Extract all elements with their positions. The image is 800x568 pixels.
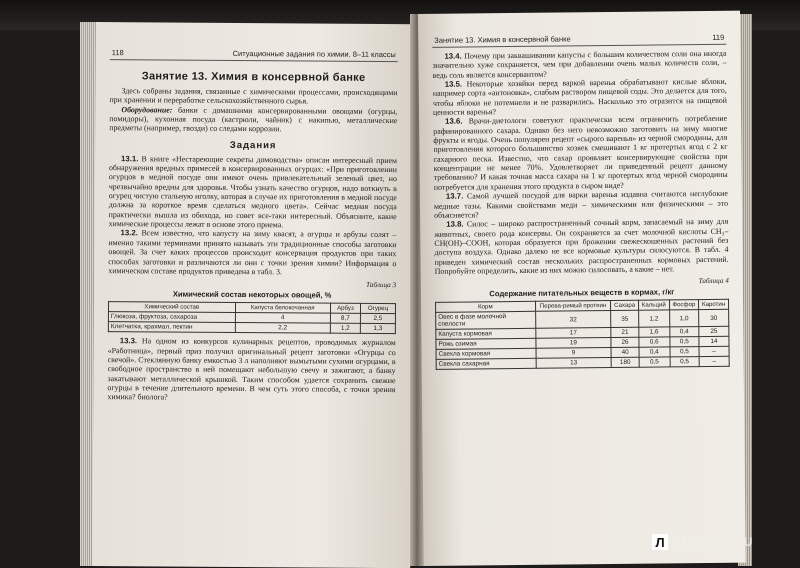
table-cell: 0,4 [639, 347, 670, 357]
table-3-label: Таблица 3 [365, 281, 397, 290]
table-cell: 1,2 [638, 310, 669, 327]
task-13-8 [434, 217, 729, 276]
right-page [418, 11, 746, 566]
task-13-4 [432, 49, 726, 80]
table-cell: 4 [235, 313, 330, 324]
table-header-cell: Арбуз [330, 303, 360, 313]
table-cell: 0,5 [639, 357, 670, 367]
table-header-cell: Фосфор [669, 300, 699, 310]
table-cell: 0,5 [669, 337, 699, 347]
table-cell: 1,3 [360, 324, 395, 334]
table-cell: – [699, 357, 729, 367]
watermark-text: LABIRINT.RU [672, 535, 753, 549]
table-cell: 14 [699, 337, 729, 347]
table-cell: 32 [535, 311, 611, 329]
running-head-text: Занятие 13. Химия в консервной банке [434, 34, 571, 45]
task-text: Силос – широко распространенный сочный корм, запасаемый на зиму для животных, своего рода консервы. Он сохраняется за счет молочной кислоты CH₃–CH(OH)–COOH, которая образуется при брожении свежескошенных растений без доступа воздуха. Однако далеко не все кормовые культуры силосуются. В табл. 4 приведен химический состав нескольких распространенных кормовых растений. Попробуйте определить, какие из них можно силосовать, а какие – нет. [434, 216, 729, 276]
running-head-text: Ситуационные задания по химии. 8–11 классы [232, 48, 396, 60]
labirint-logo-icon: Л [652, 534, 668, 550]
task-text: На одном из конкурсов кулинарных рецептов, проводимых журналом «Работница», первый приз получил оригинальный рецепт заготовки «Огурцы со свечой». Стеклянную банку емкостью 3 л наполняют вымытыми сухими огурцами, в свободное пространство в ней помещают небольшую свечу и зажигают, а банку закатывают металлической крышкой. Таким способом удается сохранить свежие огурцы в течение длительного времени. В чем суть этого способа, с точки зрения химика? биолога? [107, 336, 396, 402]
table-4 [435, 299, 730, 370]
task-number: 13.2. [120, 228, 138, 238]
left-page [92, 22, 414, 568]
table-cell: Рожь озимая [436, 339, 536, 350]
table-cell: 9 [536, 348, 612, 359]
table-cell: – [699, 347, 729, 357]
task-number: 13.7. [445, 191, 464, 201]
table-cell: 0,5 [670, 357, 700, 367]
table-cell: 13 [536, 358, 612, 369]
table-cell: 2,5 [360, 314, 395, 324]
task-number: 13.3. [119, 336, 138, 346]
table-cell: Овес в фазе молочной спелости [436, 312, 536, 330]
table-cell: 0,5 [670, 347, 700, 357]
left-running-head [110, 48, 398, 62]
table-header-cell: Сахара [611, 300, 639, 310]
task-13-5 [433, 77, 727, 117]
table-header-cell: Капуста белокочанная [235, 303, 330, 314]
table-header-cell: Корм [436, 302, 536, 313]
table-cell: 35 [611, 310, 639, 327]
table-cell: 26 [611, 337, 639, 347]
table-4-label: Таблица 4 [698, 277, 729, 286]
lesson-title: Занятие 13. Химия в консервной банке [141, 70, 366, 84]
table-header-cell: Перева-римый протеин [535, 301, 611, 312]
task-13-3 [107, 336, 395, 403]
table-row [436, 357, 729, 370]
table-4-title: Содержание питательных веществ в кормах, г/кг [489, 287, 675, 299]
page-number: 119 [712, 32, 725, 42]
table-cell: 1,2 [330, 323, 360, 333]
table-cell: 30 [699, 310, 729, 327]
page-number: 118 [111, 48, 124, 58]
table-3 [108, 301, 396, 334]
task-text: Некоторые хозяйки перед варкой варенья обрабатывают кислые яблоки, например сорта «антоновка», слабым раствором пищевой соды. Это делается для того, чтобы яблоки не потемнели и не разварились. Насколько это отразится на пищевой ценности варенья? [432, 76, 727, 117]
task-13-6 [433, 114, 728, 192]
table-cell: Глюкоза, фруктоза, сахароза [108, 312, 235, 323]
task-number: 13.4. [444, 51, 462, 61]
table-3-title: Химический состав некоторых овощей, % [172, 289, 332, 300]
table-cell: Капуста кормовая [436, 329, 536, 340]
equipment-text: банки с домашними консервированными овощами (огурцы, помидоры), кухонная посуда (кастрюли, чайник) с накипью, металлические предметы (например, гвозди) со следами коррозии. [109, 105, 398, 134]
table-cell: 180 [611, 357, 639, 367]
table-cell: 40 [611, 347, 639, 357]
table-header-cell: Огурец [360, 304, 395, 314]
table-cell: Свекла сахарная [436, 359, 536, 370]
intro-paragraph: Здесь собраны задания, связанные с химическими процессами, происходящими при хранении и переработке сельскохозяйственного сырья. [109, 86, 398, 106]
task-text: Всем известно, что капусту на зиму квасят, а огурцы и арбузы солят – именно такими терминами принято называть эти традиционные способы заготовки овощей. За счет каких процессов происходит консервация продуктов при таких способах заготовки и различаются ли они с точки зрения химии? Информация о химическом составе продуктов приведена в табл. 3. [108, 228, 397, 277]
table-cell: 25 [699, 327, 729, 337]
task-number: 13.5. [444, 79, 463, 89]
table-cell: 21 [611, 327, 639, 337]
task-number: 13.1. [121, 153, 139, 164]
table-cell: Свекла кормовая [436, 349, 536, 360]
table-header-cell: Каротин [699, 300, 729, 310]
equipment-label: Оборудование: [121, 104, 173, 115]
equipment-paragraph [109, 105, 397, 135]
table-cell: 1,0 [669, 310, 699, 327]
task-text: Врачи-диетологи советуют практически всем ограничить потребление рафинированного сахара. Однако без него невозможно заготовить на зиму многие фрукты и ягоды. Очень популярен рецепт «сырого варенья» из черной смородины, для приготовления которого большинство хозяек смешивают 1 кг протертых ягод с 2 кг сахарного песка. Известно, что сахар проявляет консервирующие свойства при концентрации не менее 70%. Удовлетворяет ли приведенный рецепт данному требованию? И какая точная масса сахара на 1 кг протертых ягод черной смородины потребуется для хранения этого продукта в сыром виде? [433, 114, 728, 192]
task-number: 13.6. [445, 116, 463, 127]
table-cell: Клетчатка, крахмал, пектин [108, 322, 235, 333]
table-cell: 1,6 [639, 327, 670, 337]
task-text: Почему при заквашивании капусты с большим количеством соли она иногда значительно хуже сохраняется, чем при добавлении очень малых количеств соли, – ведь соль является консервантом? [432, 48, 727, 80]
task-text: Самой лучшей посудой для варки варенья издавна считаются неглубокие медные тазы. Какими свойствами меди – химическими или физическими – это объясняется? [433, 188, 729, 220]
task-13-2 [108, 229, 396, 278]
task-number: 13.8. [446, 219, 464, 229]
table-cell: 19 [536, 338, 612, 349]
task-13-1 [109, 154, 398, 231]
table-cell: 17 [535, 328, 611, 339]
table-cell: 0,4 [669, 327, 699, 337]
table-cell: 8,7 [330, 313, 360, 323]
table-header-cell: Химический состав [108, 302, 235, 313]
table-header-cell: Кальций [638, 300, 669, 310]
labirint-watermark [652, 534, 753, 550]
section-title: Задания [229, 139, 277, 151]
task-13-7 [434, 189, 728, 220]
table-cell: 2,2 [235, 323, 330, 334]
task-text: В книге «Нестареющие секреты домоводства» описан интересный прием обнаружения вредных примесей в консервированных огурцах: «При приготовлении огурцов в медной посуде они имеют очень привлекательный зеленый цвет, но чрезвычайно вредны для здоровья. Чтобы узнать качество огурцов, надо воткнуть в огурец чистую стальную иголку, которая в случае их приготовления в медной посуде должна за короткое время сделаться медного цвета». Сейчас медная посуда практически вышла из обихода, но совет все-таки интересный. Объясните, какие химические процессы лежат в основе этого приема. [108, 154, 398, 230]
table-cell: 0,6 [639, 337, 670, 347]
